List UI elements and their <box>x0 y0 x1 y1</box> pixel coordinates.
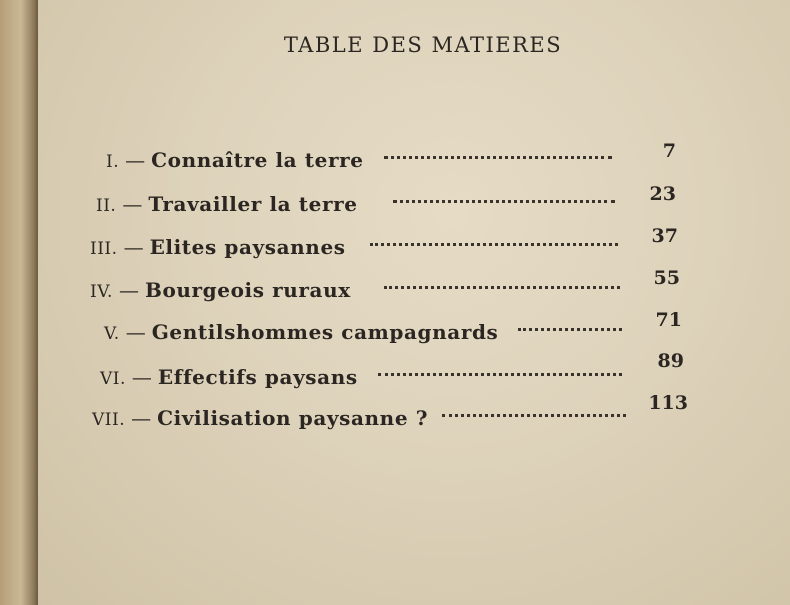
toc-dash: — <box>118 278 139 302</box>
book-spine <box>0 0 38 605</box>
toc-label: Elites paysannes <box>149 235 346 259</box>
toc-label: Bourgeois ruraux <box>144 278 351 302</box>
toc-page-number: 89 <box>657 350 684 372</box>
toc-leader-dots <box>384 282 620 289</box>
toc-entry <box>90 235 346 259</box>
toc-entry <box>96 192 358 216</box>
toc-leader-dots <box>378 369 622 376</box>
toc-numeral: VII. <box>92 410 126 430</box>
toc-leader-dots <box>442 410 626 417</box>
toc-label: Connaître la terre <box>151 148 364 172</box>
toc-leader-dots <box>384 152 612 159</box>
toc-entry <box>92 406 428 430</box>
toc-label: Travailler la terre <box>148 192 358 216</box>
toc-numeral: V. <box>104 324 120 344</box>
toc-entry <box>100 365 358 389</box>
toc-entry <box>90 278 351 302</box>
toc-dash: — <box>131 406 152 430</box>
toc-entry <box>106 148 364 172</box>
toc-dash: — <box>122 192 143 216</box>
toc-dash: — <box>125 320 146 344</box>
toc-numeral: VI. <box>100 369 126 389</box>
toc-dash: — <box>131 365 152 389</box>
toc-page-number: 37 <box>651 225 678 247</box>
toc-page-number: 7 <box>662 140 676 162</box>
book-page <box>38 0 790 605</box>
toc-numeral: I. <box>106 152 120 172</box>
toc-label: Gentilshommes campagnards <box>151 320 499 344</box>
toc-entry <box>104 320 498 344</box>
page-title: TABLE DES MATIERES <box>283 33 563 57</box>
toc-numeral: III. <box>90 239 118 259</box>
toc-numeral: IV. <box>90 282 113 302</box>
toc-dash: — <box>123 235 144 259</box>
toc-page-number: 71 <box>655 309 682 331</box>
toc-leader-dots <box>370 239 618 246</box>
toc-numeral: II. <box>96 196 117 216</box>
toc-page-number: 113 <box>648 392 688 414</box>
toc-leader-dots <box>393 196 615 203</box>
toc-label: Civilisation paysanne ? <box>157 406 429 430</box>
toc-label: Effectifs paysans <box>157 365 358 389</box>
toc-page-number: 55 <box>653 267 680 289</box>
toc-leader-dots <box>518 324 622 331</box>
toc-page-number: 23 <box>649 183 676 205</box>
toc-dash: — <box>125 148 146 172</box>
table-of-contents <box>38 0 790 605</box>
